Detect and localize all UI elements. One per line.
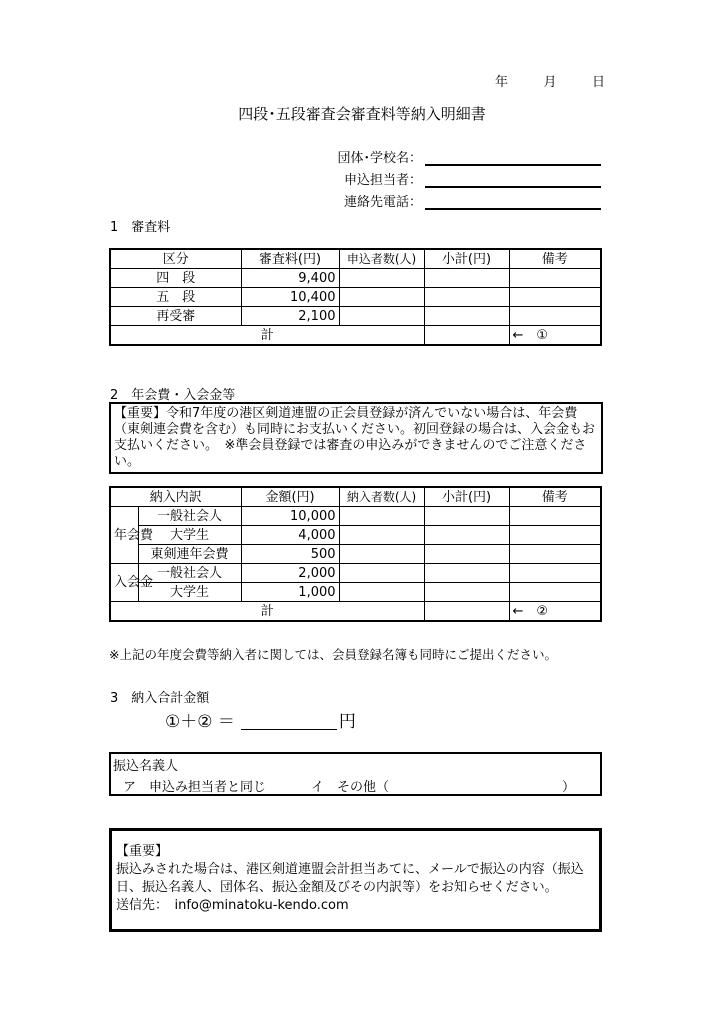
header-notes: 備考 bbox=[509, 487, 601, 507]
total-formula-row bbox=[165, 707, 356, 732]
total-note: ← ② bbox=[509, 602, 601, 622]
applicants-input[interactable] bbox=[339, 269, 424, 288]
item-cell: 一般社会人 bbox=[138, 507, 241, 526]
amount-cell: 10,000 bbox=[241, 507, 339, 526]
applicants-input[interactable] bbox=[339, 288, 424, 307]
transfer-option-other[interactable]: イ その他（ bbox=[311, 780, 390, 795]
amount-cell: 4,000 bbox=[241, 526, 339, 545]
month-label: 月 bbox=[543, 75, 557, 90]
header-item: 納入内訳 bbox=[110, 487, 241, 507]
subtotal-input[interactable] bbox=[424, 564, 509, 583]
important-box bbox=[109, 828, 602, 932]
table-row bbox=[110, 564, 601, 583]
transfer-name-box bbox=[109, 752, 602, 796]
annual-fee-group-label: 年会費 bbox=[110, 507, 138, 564]
membership-notice: 【重要】令和7年度の港区剣道連盟の正会員登録が済んでいない場合は、年会費（東剣連会費を含む）も同時にお支払いください。初回登録の場合は、入会金もお支払いください。 ※準会員登録では審査の申込みができませんのでご注意ください。 bbox=[109, 402, 603, 474]
total-row bbox=[110, 326, 601, 346]
notes-input[interactable] bbox=[509, 564, 601, 583]
payers-input[interactable] bbox=[339, 507, 424, 526]
grand-total-field[interactable] bbox=[241, 711, 337, 730]
header-amount: 金額(円) bbox=[241, 487, 339, 507]
phone-label: 連絡先電話： bbox=[343, 195, 422, 210]
subtotal-input[interactable] bbox=[424, 545, 509, 564]
org-name-label: 団体･学校名： bbox=[337, 151, 422, 166]
payers-input[interactable] bbox=[339, 526, 424, 545]
notes-input[interactable] bbox=[509, 526, 601, 545]
header-subtotal: 小計(円) bbox=[424, 487, 509, 507]
entrance-fee-group-label: 入会金 bbox=[110, 564, 138, 602]
org-fields bbox=[310, 144, 601, 210]
notes-input[interactable] bbox=[509, 545, 601, 564]
header-payers: 納入者数(人) bbox=[339, 487, 424, 507]
subtotal-input[interactable] bbox=[424, 507, 509, 526]
table-header-row bbox=[110, 249, 601, 269]
kubun-cell: 再受審 bbox=[110, 307, 241, 326]
header-kubun: 区分 bbox=[110, 249, 241, 269]
fee-cell: 9,400 bbox=[241, 269, 339, 288]
total-label: 計 bbox=[110, 326, 424, 346]
date-line bbox=[495, 71, 605, 90]
member-list-footnote: ※上記の年度会費等納入者に関しては、会員登録名簿も同時にご提出ください。 bbox=[109, 647, 557, 662]
contact-email: 送信先： info@minatoku-kendo.com bbox=[116, 898, 349, 913]
header-applicants: 申込者数(人) bbox=[339, 249, 424, 269]
section1-heading: 1 審査料 bbox=[110, 220, 171, 235]
section2-heading: 2 年会費・入会金等 bbox=[110, 388, 236, 403]
table-row bbox=[110, 583, 601, 602]
total-row bbox=[110, 602, 601, 622]
important-heading: 【重要】 bbox=[116, 844, 169, 859]
phone-field[interactable] bbox=[425, 192, 601, 210]
org-name-field[interactable] bbox=[425, 148, 601, 166]
yen-unit: 円 bbox=[338, 712, 356, 732]
table-row bbox=[110, 269, 601, 288]
year-label: 年 bbox=[495, 75, 509, 90]
payers-input[interactable] bbox=[339, 583, 424, 602]
transfer-option-close: ） bbox=[562, 780, 576, 795]
day-label: 日 bbox=[591, 75, 605, 90]
important-body: 振込みされた場合は、港区剣道連盟会計担当あてに、メールで振込の内容（振込日、振込名義人、団体名、振込金額及びその内訳等）をお知らせください。 bbox=[116, 862, 584, 895]
notes-input[interactable] bbox=[509, 288, 601, 307]
transfer-title: 振込名義人 bbox=[113, 759, 179, 774]
table-row bbox=[110, 526, 601, 545]
contact-person-field[interactable] bbox=[425, 170, 601, 188]
table-row bbox=[110, 288, 601, 307]
item-cell: 一般社会人 bbox=[138, 564, 241, 583]
subtotal-input[interactable] bbox=[424, 288, 509, 307]
subtotal-input[interactable] bbox=[424, 269, 509, 288]
page-title: 四段･五段審査会審査料等納入明細書 bbox=[238, 105, 486, 123]
item-cell: 東剣連年会費 bbox=[138, 545, 241, 564]
table-row bbox=[110, 307, 601, 326]
transfer-option-same[interactable]: ア 申込み担当者と同じ bbox=[123, 780, 267, 795]
payers-input[interactable] bbox=[339, 545, 424, 564]
total-label: 計 bbox=[110, 602, 424, 622]
payers-input[interactable] bbox=[339, 564, 424, 583]
fee-cell: 2,100 bbox=[241, 307, 339, 326]
total-input[interactable] bbox=[424, 602, 509, 622]
section3-heading: 3 納入合計金額 bbox=[110, 691, 210, 706]
item-cell: 大学生 bbox=[138, 526, 241, 545]
notes-input[interactable] bbox=[509, 583, 601, 602]
header-notes: 備考 bbox=[509, 249, 601, 269]
amount-cell: 2,000 bbox=[241, 564, 339, 583]
contact-person-label: 申込担当者： bbox=[343, 173, 422, 188]
item-cell: 大学生 bbox=[138, 583, 241, 602]
kubun-cell: 五 段 bbox=[110, 288, 241, 307]
contact-person-row bbox=[310, 166, 601, 188]
table-row bbox=[110, 545, 601, 564]
amount-cell: 1,000 bbox=[241, 583, 339, 602]
membership-fee-table bbox=[109, 486, 602, 622]
table-row bbox=[110, 507, 601, 526]
header-subtotal: 小計(円) bbox=[424, 249, 509, 269]
phone-row bbox=[310, 188, 601, 210]
total-input[interactable] bbox=[424, 326, 509, 346]
total-note: ← ① bbox=[509, 326, 601, 346]
header-fee: 審査料(円) bbox=[241, 249, 339, 269]
subtotal-input[interactable] bbox=[424, 583, 509, 602]
notes-input[interactable] bbox=[509, 507, 601, 526]
amount-cell: 500 bbox=[241, 545, 339, 564]
exam-fee-table bbox=[109, 248, 602, 346]
applicants-input[interactable] bbox=[339, 307, 424, 326]
notes-input[interactable] bbox=[509, 269, 601, 288]
kubun-cell: 四 段 bbox=[110, 269, 241, 288]
table-header-row bbox=[110, 487, 601, 507]
total-formula: ①＋② ＝ bbox=[165, 712, 235, 732]
fee-cell: 10,400 bbox=[241, 288, 339, 307]
notes-input[interactable] bbox=[509, 307, 601, 326]
subtotal-input[interactable] bbox=[424, 307, 509, 326]
org-name-row bbox=[310, 144, 601, 166]
subtotal-input[interactable] bbox=[424, 526, 509, 545]
